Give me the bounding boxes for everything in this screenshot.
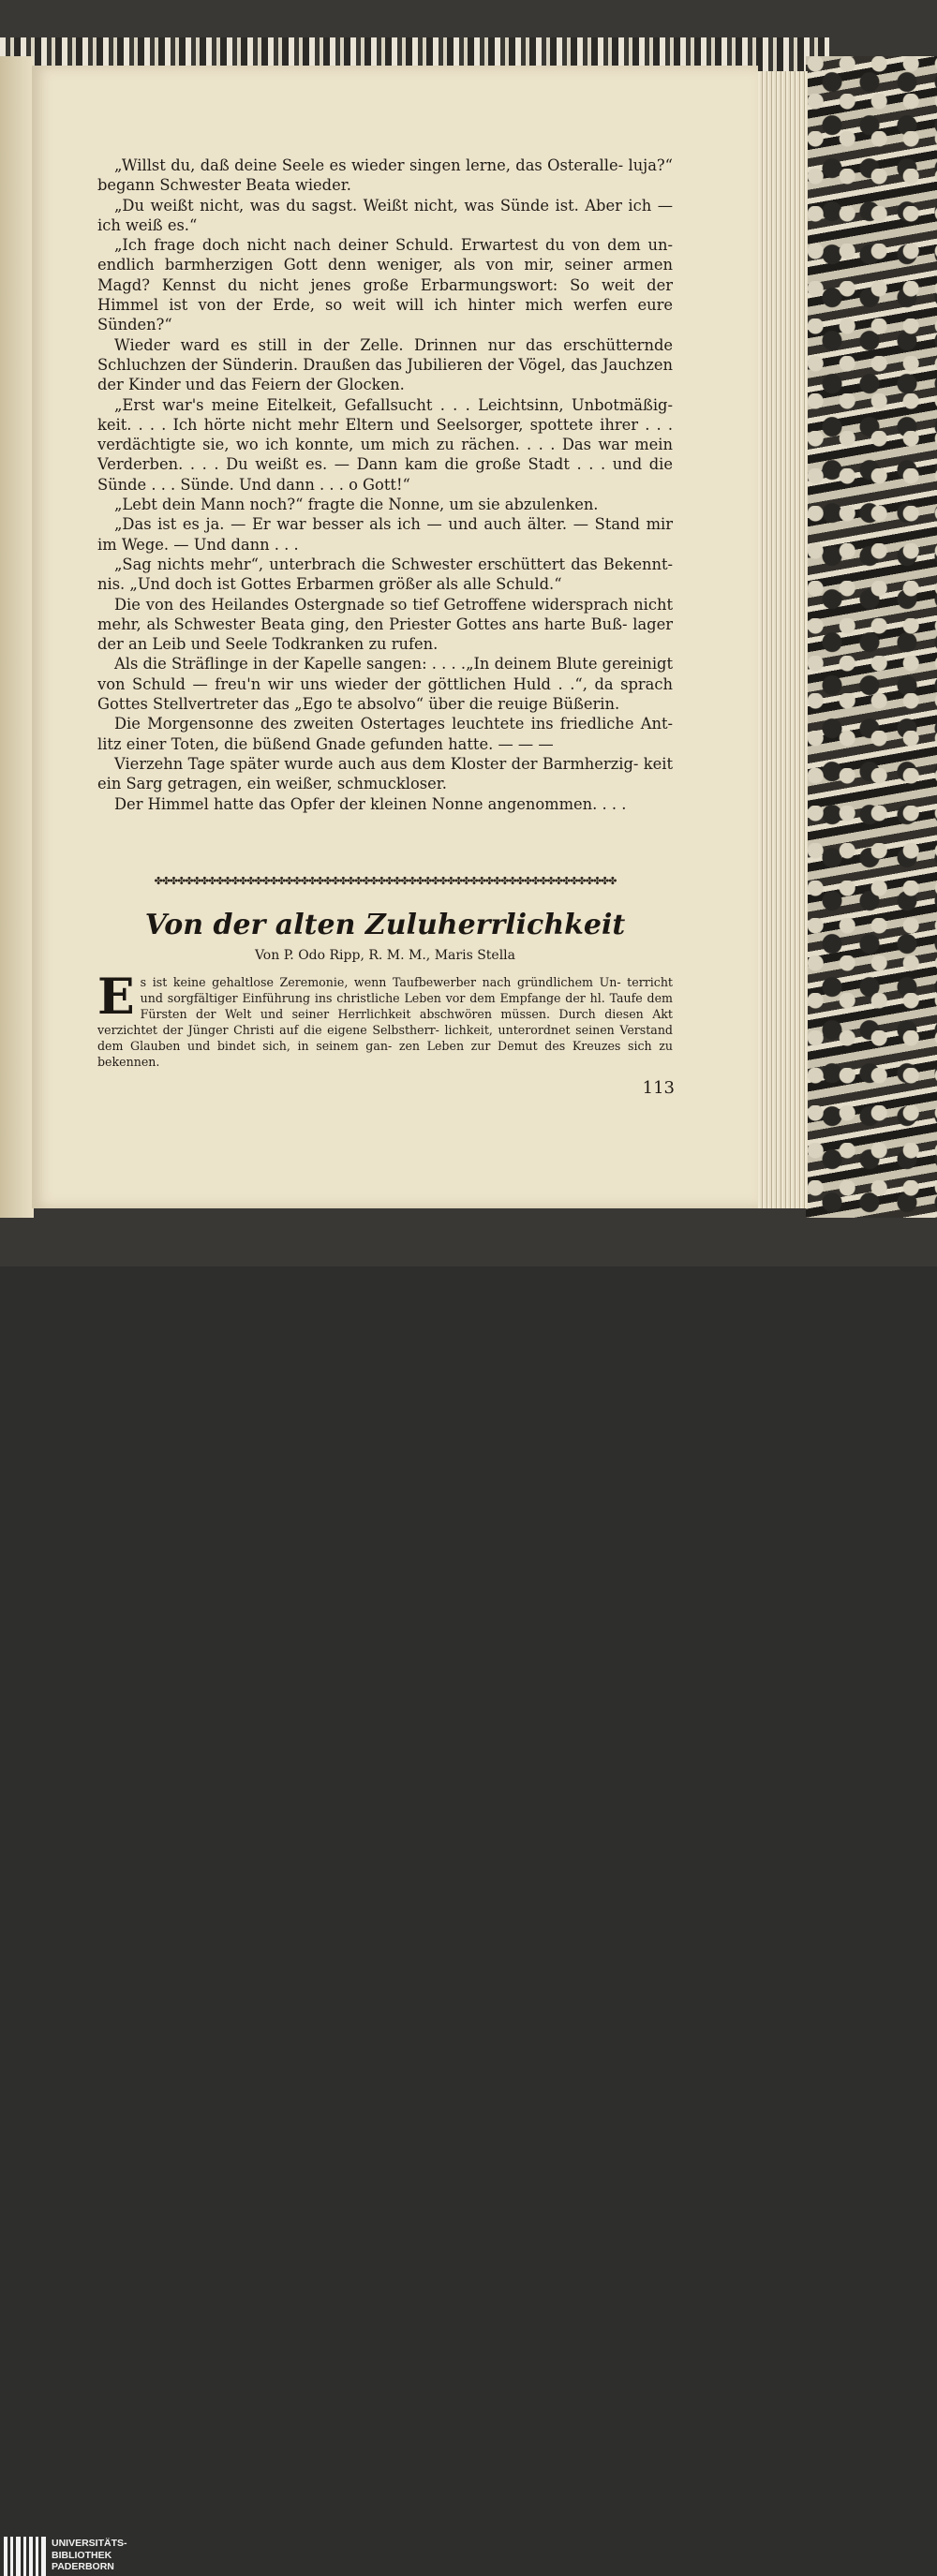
paragraph: Der Himmel hatte das Opfer der kleinen Nonne angenommen. . . . <box>114 794 627 813</box>
paragraph: „Erst war's meine Eitelkeit, Gefallsucht . . . Leichtsinn, Unbotmäßig- keit. . . . Ich hörte nicht mehr Eltern und Seelsorger, spottete ihrer . . . verdächtigte sie, wo ich konnte, um mich zu rächen. . . . Das war mein Verderben. . . . Du weißt es. — Dann kam die große Stadt . . . und die Sünde . . . Sünde. Und dann . . . o Gott!“ <box>97 395 673 494</box>
story-text <box>97 155 673 814</box>
paragraph: „Lebt dein Mann noch?“ fragte die Nonne, um sie abzulenken. <box>114 496 599 514</box>
article-byline: Von P. Odo Ripp, R. M. M., Maris Stella <box>254 948 516 963</box>
library-logo-icon <box>4 2537 47 2576</box>
article-intro <box>97 969 673 1070</box>
paragraph: „Ich frage doch nicht nach deiner Schuld. Erwartest du von dem un- endlich barmherzigen Gott denn weniger, als von mir, seiner armen Magd? Kennst du nicht jenes große Erbarmungswort: So weit der Himmel ist von der Erde, so weit will ich hinter mich werfen eure Sünden?“ <box>97 236 673 334</box>
paragraph: Vierzehn Tage später wurde auch aus dem Kloster der Barmherzig- keit ein Sarg getragen, ein weißer, schmuckloser. <box>97 754 673 793</box>
marbled-cover-right <box>806 56 937 1218</box>
left-page-edge <box>0 56 34 1218</box>
library-footer <box>0 1266 937 2572</box>
article-text: s ist keine gehaltlose Zeremonie, wenn Taufbewerber nach gründlichem Un- terricht und sorgfältiger Einführung ins christliche Leben vor dem Empfange der hl. Taufe dem Fürsten der Welt und seiner Herrlichkeit abschwören müssen. Durch diesen Akt verzichtet der Jünger Christi auf die eigene Selbstherr- lichkeit, unterordnet seinen Verstand dem Glauben und bindet sich, in seinem gan- zen Leben zur Demut des Kreuzes sich zu bekennen. <box>97 975 673 1069</box>
book-scan <box>0 0 937 1266</box>
paragraph: „Willst du, daß deine Seele es wieder singen lerne, das Osteralle- luja?“ begann Schwester Beata wieder. <box>97 156 673 195</box>
page-number: 113 <box>642 1078 675 1098</box>
paragraph: „Sag nichts mehr“, unterbrach die Schwester erschüttert das Bekennt- nis. „Und doch ist Gottes Erbarmen größer als alle Schuld.“ <box>97 555 673 594</box>
paragraph: Wieder ward es still in der Zelle. Drinnen nur das erschütternde Schluchzen der Sünderin. Draußen das Jubilieren der Vögel, das Jauchzen der Kinder und das Feiern der Glocken. <box>97 335 673 394</box>
paragraph: „Du weißt nicht, was du sagst. Weißt nicht, was Sünde ist. Aber ich — ich weiß es.“ <box>97 196 673 234</box>
library-name <box>52 2538 127 2573</box>
page-edges <box>755 71 808 1208</box>
library-name-line: BIBLIOTHEK <box>52 2549 112 2561</box>
ornamental-divider: ✤✤✤✤✤✤✤✤✤✤✤✤✤✤✤✤✤✤✤✤✤✤✤✤✤✤✤✤✤✤✤✤✤✤✤✤✤✤✤✤✤✤✤✤✤✤✤✤✤✤✤✤✤✤✤✤✤✤✤✤ <box>154 875 617 887</box>
library-name-line: UNIVERSITÄTS- <box>52 2538 127 2549</box>
paragraph: Als die Sträflinge in der Kapelle sangen: . . . .„In deinem Blute gereinigt von Schuld — freu'n wir uns wieder der göttlichen Huld . .“, da sprach Gottes Stellvertreter das „Ego te absolvo“ über die reuige Büßerin. <box>97 655 673 714</box>
article-title: Von der alten Zuluherrlichkeit <box>144 909 626 941</box>
drop-cap: E <box>97 969 135 1026</box>
paragraph: Die von des Heilandes Ostergnade so tief Getroffene widersprach nicht mehr, als Schwester Beata ging, den Priester Gottes ans harte Buß- lager der an Leib und Seele Todkranken zu rufen. <box>97 595 673 654</box>
paragraph: Die Morgensonne des zweiten Ostertages leuchtete ins friedliche Ant- litz einer Toten, die büßend Gnade gefunden hatte. — — — <box>97 715 673 753</box>
paragraph: „Das ist es ja. — Er war besser als ich — und auch älter. — Stand mir im Wege. — Und dann . . . <box>97 515 673 554</box>
library-name-line: PADERBORN <box>52 2561 114 2572</box>
